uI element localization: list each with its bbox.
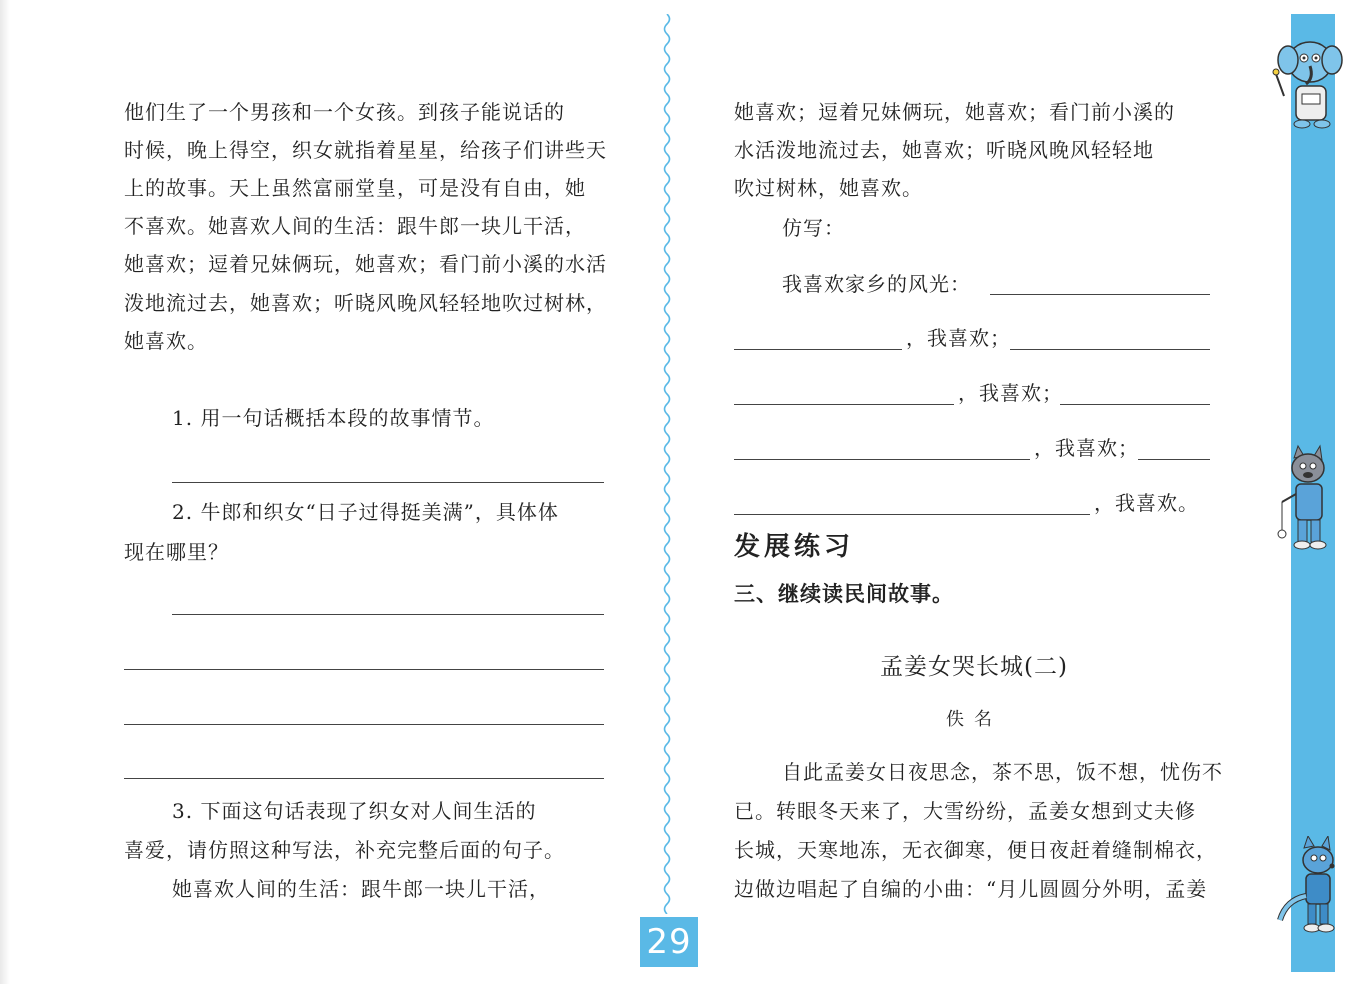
imitate-label: 仿写： [782,216,845,240]
fill-separator: ，我喜欢； [958,381,1063,405]
passage-line: 时候，晚上得空，织女就指着星星，给孩子们讲些天 [124,138,607,162]
story-line: 长城，天寒地冻，无衣御寒，便日夜赶着缝制棉衣， [734,838,1217,862]
section-heading: 发展练习 [734,532,855,562]
story-line: 自此孟姜女日夜思念，茶不思，饭不想，忧伤不 [782,760,1223,784]
quote-line: 她喜欢；逗着兄妹俩玩，她喜欢；看门前小溪的 [734,100,1175,124]
fill-separator: ，我喜欢； [1034,436,1139,460]
section-title: 三、继续读民间故事。 [734,582,954,606]
fill-blank[interactable] [734,349,902,350]
fill-blank[interactable] [1060,404,1210,405]
passage-line: 上的故事。天上虽然富丽堂皇，可是没有自由，她 [124,176,586,200]
fill-lead: 我喜欢家乡的风光： [782,272,971,296]
question-2: 2. 牛郎和织女“日子过得挺美满”，具体体 [172,500,559,524]
fill-separator: ，我喜欢； [906,326,1011,350]
fill-blank[interactable] [1010,349,1210,350]
page-number: 29 [640,917,698,967]
fill-blank[interactable] [734,459,1030,460]
question-3-quote: 她喜欢人间的生活：跟牛郎一块儿干活， [172,877,550,901]
story-author: 佚名 [946,709,1002,730]
passage-line: 他们生了一个男孩和一个女孩。到孩子能说话的 [124,100,565,124]
elephant-mascot-icon [1270,34,1348,130]
question-2-cont: 现在哪里？ [124,540,229,564]
fill-blank[interactable] [1138,459,1210,460]
fill-blank[interactable] [734,514,1090,515]
story-line: 边做边唱起了自编的小曲：“月儿圆圆分外明，孟姜 [734,877,1208,901]
passage-line: 不喜欢。她喜欢人间的生活：跟牛郎一块儿干活， [124,214,586,238]
fill-end: ，我喜欢。 [1094,491,1199,515]
question-3: 3. 下面这句话表现了织女对人间生活的 [172,799,537,823]
quote-line: 吹过树林，她喜欢。 [734,176,923,200]
quote-line: 水活泼地流过去，她喜欢；听晓风晚风轻轻地 [734,138,1154,162]
passage-line: 她喜欢。 [124,329,208,353]
passage-line: 泼地流过去，她喜欢；听晓风晚风轻轻地吹过树林， [124,291,607,315]
fill-blank[interactable] [734,404,954,405]
story-title: 孟姜女哭长城(二) [880,654,1068,680]
passage-line: 她喜欢；逗着兄妹俩玩，她喜欢；看门前小溪的水活 [124,252,607,276]
question-1: 1. 用一句话概括本段的故事情节。 [172,406,495,430]
question-3-cont: 喜爱，请仿照这种写法，补充完整后面的句子。 [124,838,565,862]
fox-mascot-icon [1276,836,1346,936]
wolf-mascot-icon [1272,444,1342,554]
fill-blank[interactable] [990,294,1210,295]
story-line: 已。转眼冬天来了，大雪纷纷，孟姜女想到丈夫修 [734,799,1196,823]
